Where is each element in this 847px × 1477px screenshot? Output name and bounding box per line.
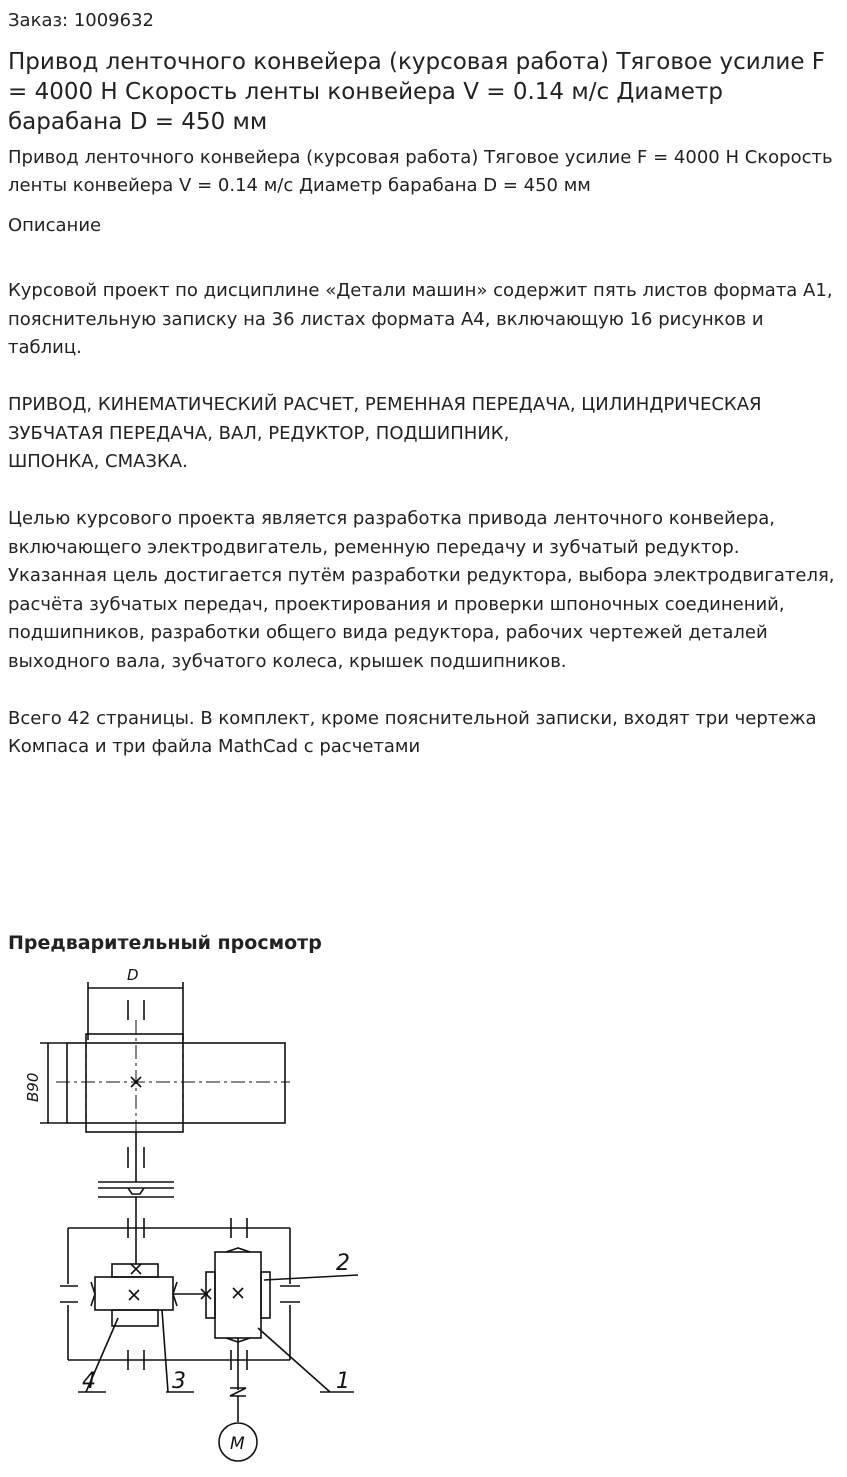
- callout-4: 4: [82, 1369, 96, 1394]
- description-paragraph-1: Курсовой проект по дисциплине «Детали машин» содержит пять листов формата А1, пояснительную записку на 36 листах формата А4, включающую 16 рисунков и таблиц.: [8, 280, 833, 358]
- callout-3: 3: [172, 1369, 186, 1394]
- description-paragraph-3: Целью курсового проекта является разработка привода ленточного конвейера, включающего электродвигатель, ременную передачу и зубчатый редуктор. Указанная цель достигается путём разработки редуктора, выбора электродвигателя, расчёта зубчатых передач, проектирования и проверки шпоночных соединений, подшипников, разработки общего вида редуктора, рабочих чертежей деталей выходного вала, зубчатого колеса, крышек подшипников.: [8, 508, 835, 672]
- order-number: Заказ: 1009632: [8, 10, 154, 31]
- description-paragraph-4: Всего 42 страницы. В комплект, кроме пояснительной записки, входят три чертежа Компаса и три файла MathCad с расчетами: [8, 707, 817, 757]
- drum-diameter-label: В90: [24, 1072, 42, 1102]
- page-title: Привод ленточного конвейера (курсовая работа) Тяговое усилие F = 4000 Н Скорость ленты конвейера V = 0.14 м/с Диаметр барабана D = 450 мм: [8, 49, 826, 135]
- subtitle: Привод ленточного конвейера (курсовая работа) Тяговое усилие F = 4000 Н Скорость ленты конвейера V = 0.14 м/с Диаметр барабана D = 450 мм: [8, 147, 833, 196]
- callout-2: 2: [336, 1251, 350, 1276]
- description-label: Описание: [8, 215, 102, 236]
- motor-label: М: [230, 1434, 245, 1454]
- preview-title: Предварительный просмотр: [8, 932, 322, 954]
- description: [8, 277, 838, 790]
- description-keywords: ПРИВОД, КИНЕМАТИЧЕСКИЙ РАСЧЕТ, РЕМЕННАЯ ПЕРЕДАЧА, ЦИЛИНДРИЧЕСКАЯ ЗУБЧАТАЯ ПЕРЕДАЧА, ВАЛ, РЕДУКТОР, ПОДШИПНИК, ШПОНКА, СМАЗКА.: [8, 394, 762, 472]
- kinematic-scheme: [0, 960, 400, 1470]
- callout-1: 1: [336, 1369, 350, 1394]
- drum-width-label: D: [127, 966, 139, 984]
